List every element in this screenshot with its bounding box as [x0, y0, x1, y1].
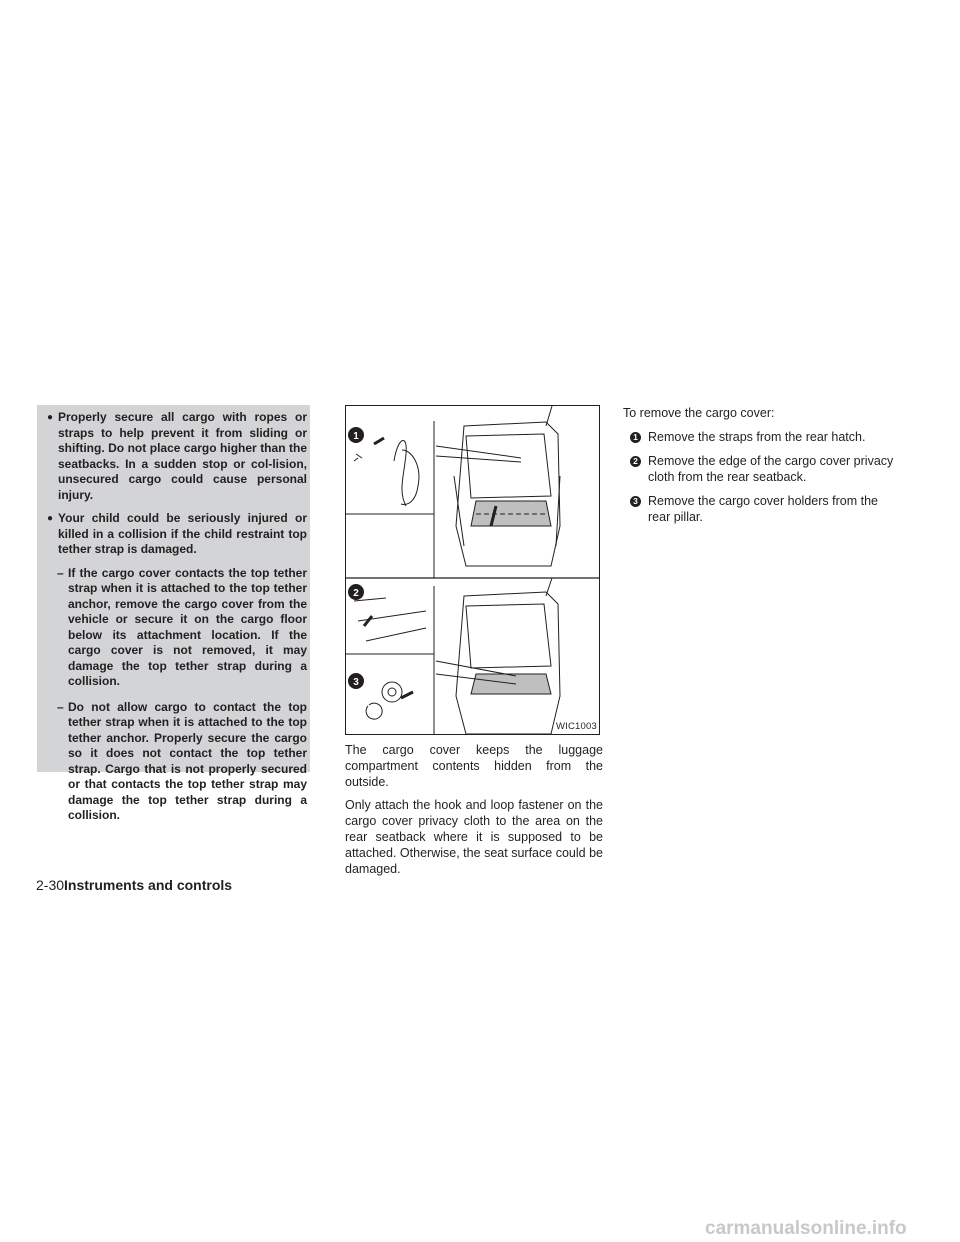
page-number: 2-30	[36, 877, 65, 893]
callout-2	[348, 584, 364, 600]
callout-1	[348, 427, 364, 443]
right-column	[623, 405, 895, 533]
warning-sub-text: Do not allow cargo to contact the top tether strap when it is attached to the top tether anchor. Properly secure the cargo so it does not contact the top tether strap. Cargo that is not properly secured or that contacts the top tether strap may damage the top tether strap during a collision.	[68, 699, 307, 822]
warning-text: Your child could be seriously injured or killed in a collision if the child restraint top tether strap is damaged.	[58, 511, 307, 556]
step-number-icon: 3	[630, 493, 648, 525]
step-text: Remove the cargo cover holders from the rear pillar.	[648, 494, 878, 524]
middle-column	[345, 742, 603, 884]
warning-bullet	[47, 511, 307, 558]
step-text: Remove the edge of the cargo cover privacy cloth from the rear seatback.	[648, 454, 894, 484]
svg-text:1: 1	[353, 431, 359, 442]
step-item	[630, 429, 895, 445]
page-footer	[36, 877, 232, 893]
warning-box	[37, 405, 310, 822]
cargo-cover-drawing	[346, 406, 599, 734]
paragraph: Only attach the hook and loop fastener on the cargo cover privacy cloth to the area on the rear seatback where it is supposed to be attached. Otherwise, the seat surface could be damaged.	[345, 798, 603, 876]
figure-code: WIC1003	[555, 721, 597, 732]
warning-bullet	[47, 410, 307, 503]
callout-3	[348, 673, 364, 689]
dash-icon: –	[57, 565, 64, 580]
step-item	[630, 493, 895, 525]
bullet-icon: ●	[47, 412, 54, 423]
warning-sub-bullet	[57, 700, 307, 824]
bullet-icon: ●	[47, 513, 54, 524]
step-text: Remove the straps from the rear hatch.	[648, 430, 866, 444]
steps-intro: To remove the cargo cover:	[623, 406, 775, 420]
step-number-icon: 2	[630, 453, 648, 485]
warning-sub-text: If the cargo cover contacts the top tether strap when it is attached to the top tether anchor, remove the cargo cover from the vehicle or secure it on the cargo floor below its attachment location. If the cargo cover is not removed, it may damage the top tether strap during a collision.	[68, 565, 307, 688]
svg-text:2: 2	[353, 588, 359, 599]
watermark: carmanualsonline.info	[705, 1218, 907, 1239]
warning-sub-bullet	[57, 566, 307, 690]
section-title: Instruments and controls	[64, 877, 233, 893]
step-item	[630, 453, 895, 485]
paragraph: The cargo cover keeps the luggage compartment contents hidden from the outside.	[345, 743, 603, 789]
warning-text: Properly secure all cargo with ropes or straps to help prevent it from sliding or shifting. Do not place cargo higher than the seatbacks. In a sudden stop or col-lision, unsecured cargo could cause personal injury.	[58, 410, 307, 502]
step-number-icon: 1	[630, 429, 648, 445]
dash-icon: –	[57, 699, 64, 714]
cargo-cover-illustration	[345, 405, 600, 735]
svg-text:3: 3	[353, 677, 359, 688]
